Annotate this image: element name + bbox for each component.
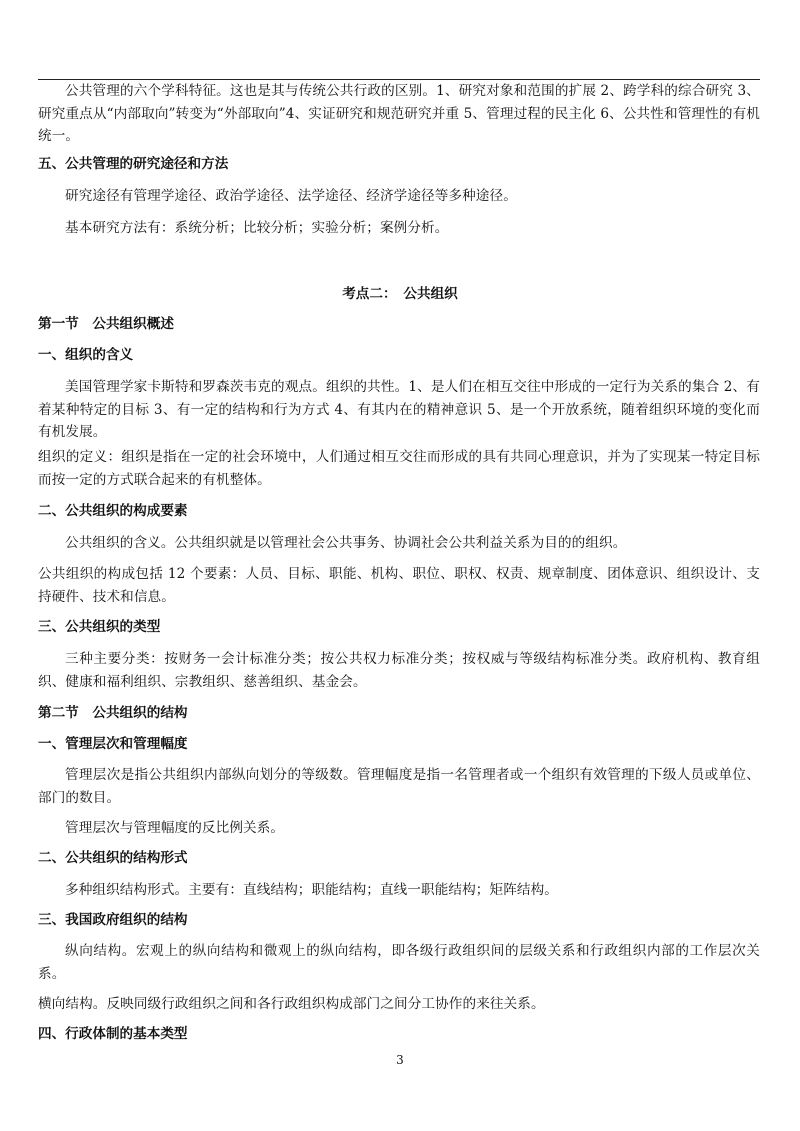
- chapter-section-heading: 第一节 公共组织概述: [38, 316, 174, 332]
- paragraph: 管理层次与管理幅度的反比例关系。: [65, 820, 285, 836]
- paragraph: 公共组织的构成包括 12 个要素：人员、目标、职能、机构、职位、职权、权责、规章制度、团体意识、组织设计、支持硬件、技术和信息。: [38, 566, 760, 605]
- section-heading: 二、公共组织的构成要素: [38, 503, 188, 519]
- paragraph: 横向结构。反映同级行政组织之间和各行政组织构成部门之间分工协作的来往关系。: [38, 996, 545, 1012]
- section-heading: 五、公共管理的研究途径和方法: [38, 156, 229, 172]
- paragraph: 组织的定义：组织是指在一定的社会环境中，人们通过相互交往而形成的具有共同心理意识，并为了实现某一特定目标而按一定的方式联合起来的有机整体。: [38, 449, 760, 488]
- paragraph: 美国管理学家卡斯特和罗森茨韦克的观点。组织的共性。1、是人们在相互交往中形成的一定行为关系的集合 2、有着某种特定的目标 3、有一定的结构和行为方式 4、有其内在的精神意识 5、是一个开放系统，随着组织环境的变化而有机发展。: [38, 379, 760, 440]
- section-heading: 一、组织的含义: [38, 347, 134, 363]
- section-heading: 一、管理层次和管理幅度: [38, 736, 188, 752]
- exam-point-title: 考点二： 公共组织: [342, 286, 458, 302]
- paragraph: 三种主要分类：按财务一会计标准分类；按公共权力标准分类；按权威与等级结构标准分类。政府机构、教育组织、健康和福利组织、宗教组织、慈善组织、基金会。: [38, 651, 760, 690]
- paragraph: 基本研究方法有：系统分析；比较分析；实验分析；案例分析。: [65, 220, 449, 236]
- section-heading: 二、公共组织的结构形式: [38, 850, 188, 866]
- paragraph: 公共管理的六个学科特征。这也是其与传统公共行政的区别。1、研究对象和范围的扩展 2、跨学科的综合研究 3、研究重点从“内部取向”转变为“外部取向”4、实证研究和规范研究并重 5、管理过程的民主化 6、公共性和管理性的有机统一。: [38, 83, 760, 144]
- section-heading: 四、行政体制的基本类型: [38, 1026, 188, 1042]
- paragraph: 管理层次是指公共组织内部纵向划分的等级数。管理幅度是指一名管理者或一个组织有效管理的下级人员或单位、部门的数目。: [38, 767, 760, 806]
- chapter-section-heading: 第二节 公共组织的结构: [38, 705, 188, 721]
- section-heading: 三、我国政府组织的结构: [38, 912, 188, 928]
- paragraph: 研究途径有管理学途径、政治学途径、法学途径、经济学途径等多种途径。: [65, 188, 517, 204]
- paragraph: 公共组织的含义。公共组织就是以管理社会公共事务、协调社会公共利益关系为目的的组织。: [65, 535, 627, 551]
- page-number: 3: [396, 1053, 404, 1067]
- section-heading: 三、公共组织的类型: [38, 619, 161, 635]
- paragraph: 纵向结构。宏观上的纵向结构和微观上的纵向结构，即各级行政组织间的层级关系和行政组织内部的工作层次关系。: [38, 943, 760, 982]
- paragraph: 多种组织结构形式。主要有：直线结构；职能结构；直线一职能结构；矩阵结构。: [65, 882, 558, 898]
